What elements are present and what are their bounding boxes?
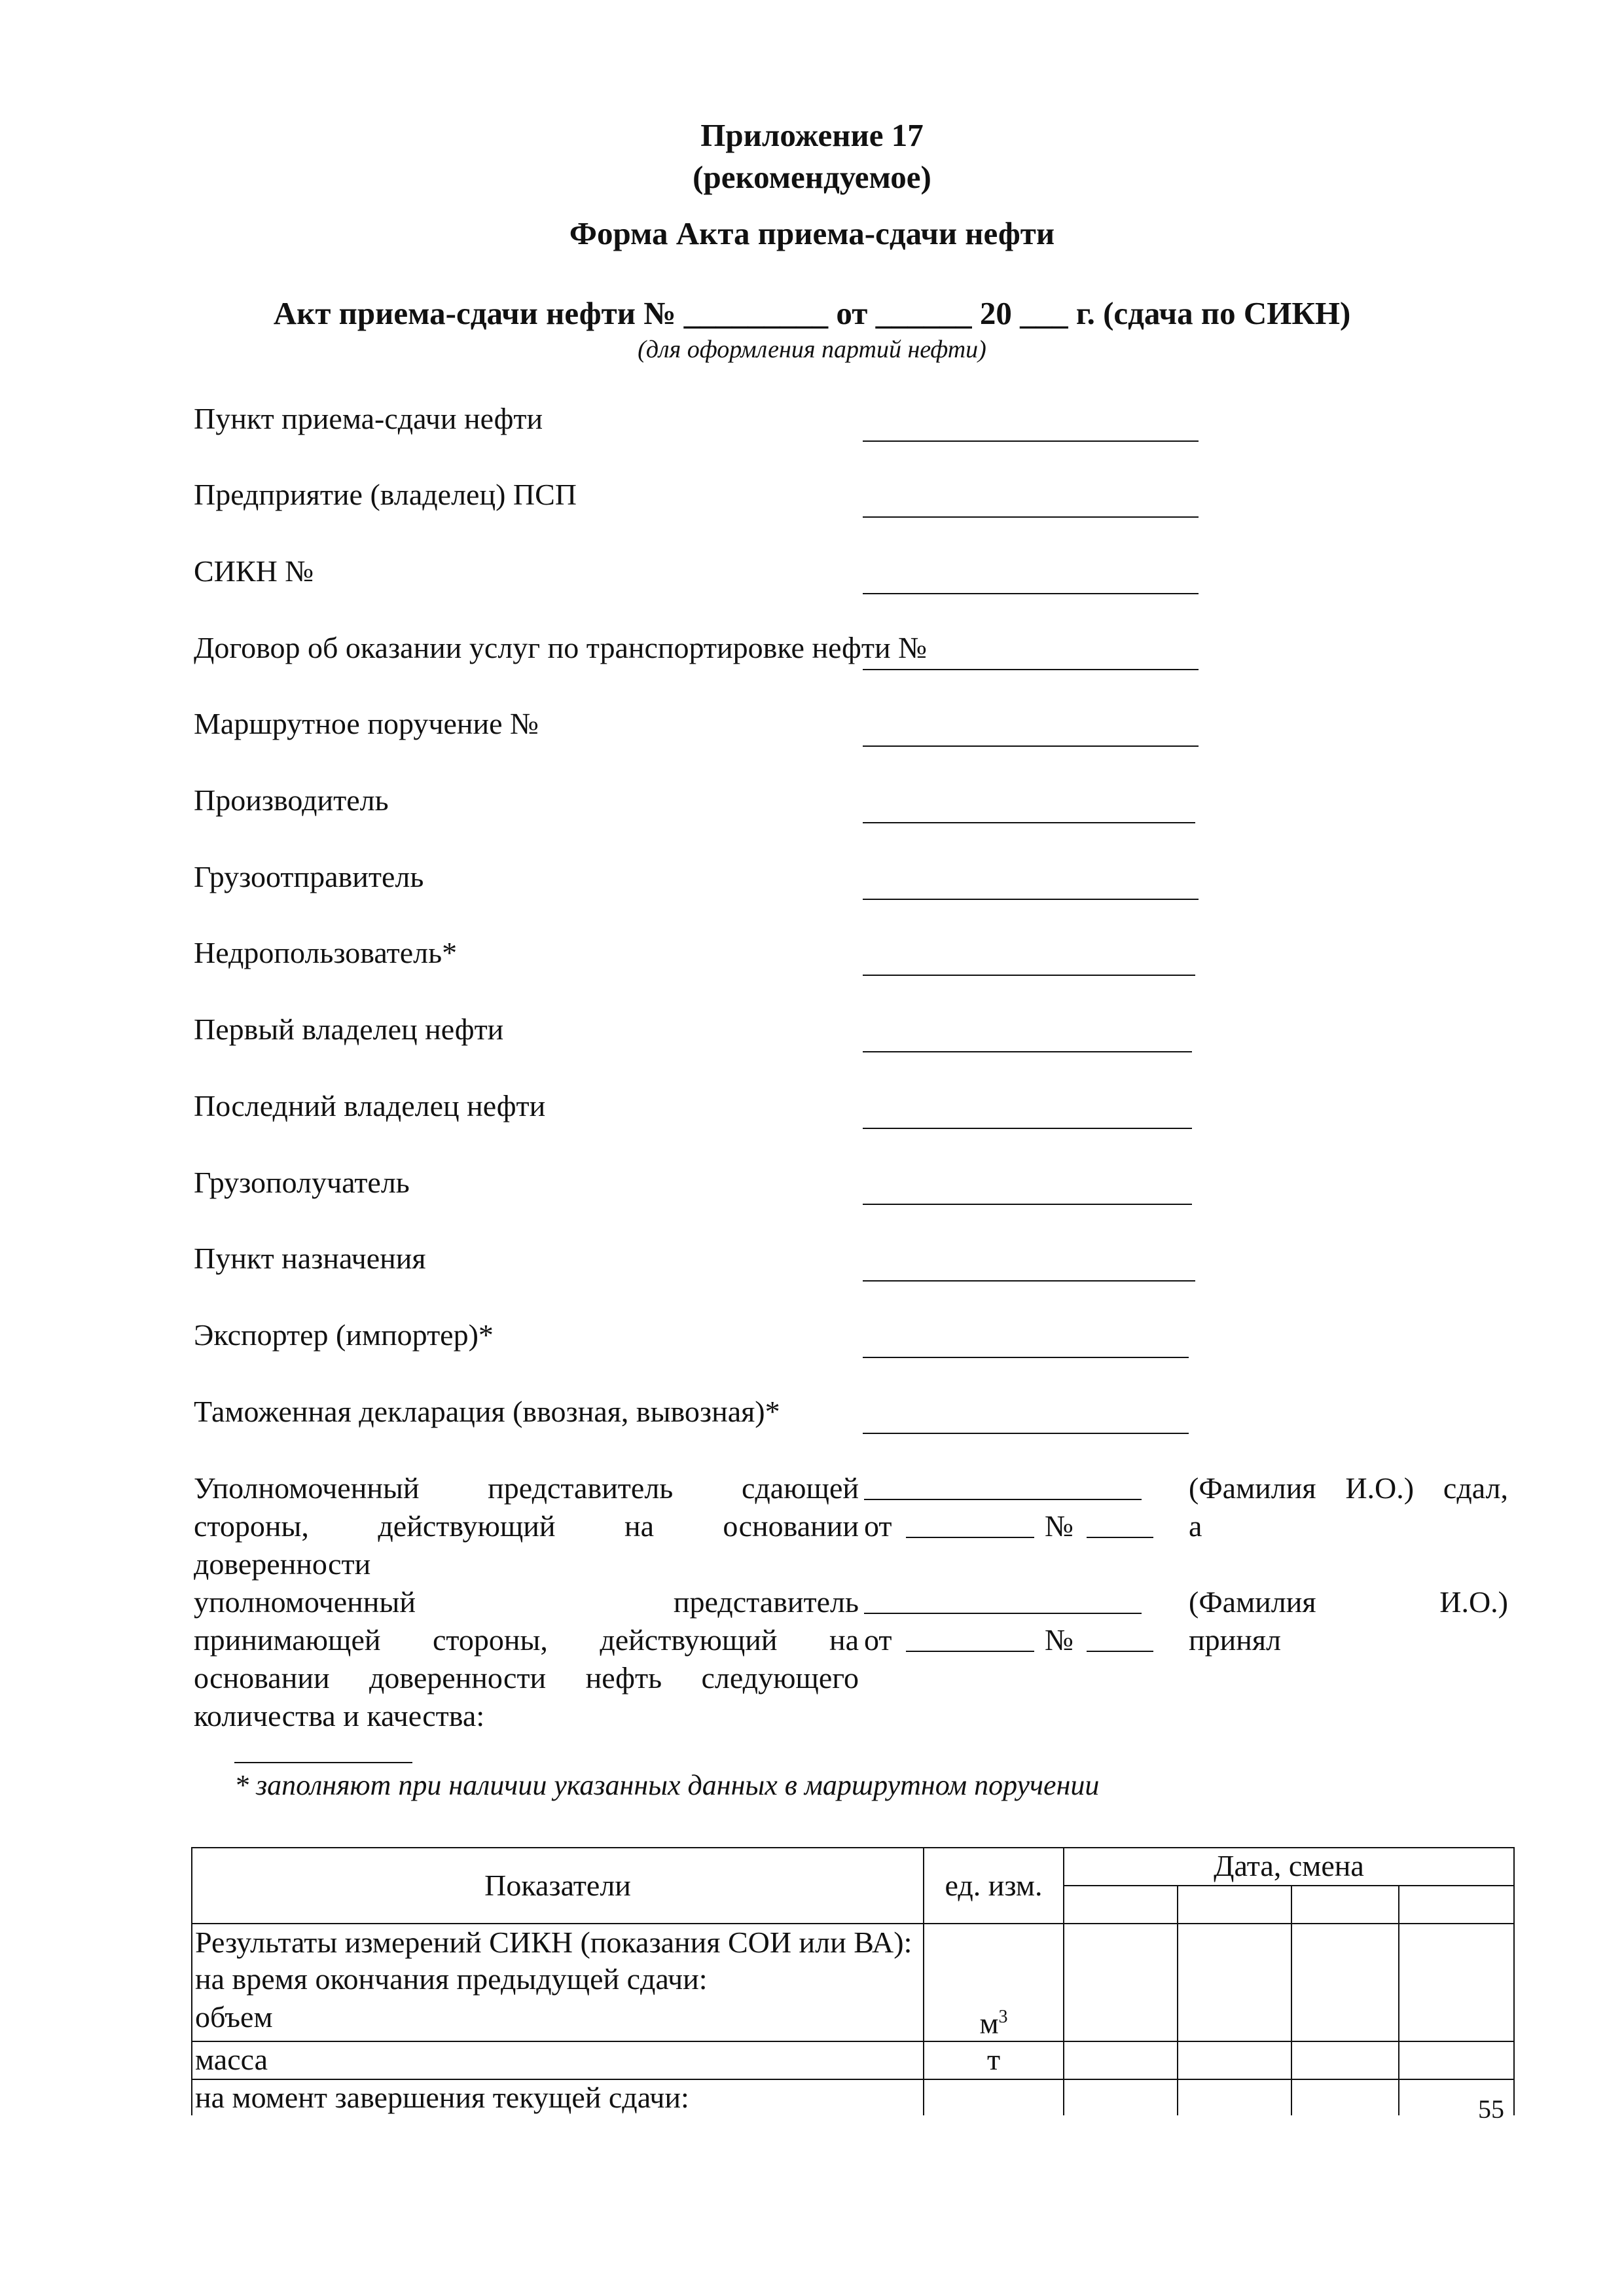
row-unit: $м^3$	[924, 2000, 1064, 2041]
row-indicator: Результаты измерений СИКН (показания СОИ или ВА): на время окончания предыдущей сдачи:	[192, 1924, 924, 2000]
receiver-date-line[interactable]	[906, 1651, 1034, 1652]
receiver-text-line: основании доверенности нефть следующего	[194, 1661, 859, 1695]
table-header-date: Дата, смена	[1064, 1848, 1514, 1886]
field-line[interactable]	[863, 822, 1195, 823]
field-label: Пункт назначения	[194, 1242, 426, 1275]
sender-text-line: доверенности	[194, 1547, 371, 1581]
field-line[interactable]	[863, 745, 1199, 747]
field-label: Экспортер (импортер)*	[194, 1318, 494, 1352]
value-cell[interactable]	[1291, 2079, 1399, 2115]
receiver-accepted: принял	[1189, 1623, 1281, 1657]
receiver-from-label: от	[864, 1623, 892, 1657]
field-label: Договор об оказании услуг по транспортировке нефти №	[194, 631, 927, 664]
table-row	[192, 2041, 1514, 2079]
sender-fio-note: (Фамилия И.О.) сдал,	[1189, 1471, 1508, 1505]
receiver-text-line: уполномоченный представитель	[194, 1585, 859, 1619]
value-cell[interactable]	[1064, 2041, 1178, 2079]
sender-number-label: №	[1045, 1509, 1074, 1543]
date-shift-cell[interactable]	[1399, 1886, 1514, 1924]
appendix-title: Приложение 17	[700, 117, 924, 153]
field-label: Маршрутное поручение №	[194, 707, 539, 740]
field-line[interactable]	[863, 593, 1199, 594]
field-line[interactable]	[863, 669, 1199, 670]
value-cell[interactable]	[1291, 1924, 1399, 2041]
field-line[interactable]	[863, 1051, 1192, 1052]
indicators-table	[191, 1847, 1515, 2115]
value-cell[interactable]	[1291, 2041, 1399, 2079]
appendix-recommended: (рекомендуемое)	[693, 159, 931, 195]
value-cell[interactable]	[1399, 1924, 1514, 2041]
sender-name-line[interactable]	[864, 1499, 1142, 1500]
sender-number-line[interactable]	[1087, 1537, 1153, 1538]
field-line[interactable]	[863, 975, 1195, 976]
field-label: Грузоотправитель	[194, 860, 424, 893]
receiver-number-label: №	[1045, 1623, 1074, 1657]
value-cell[interactable]	[1178, 2041, 1291, 2079]
field-label: Грузополучатель	[194, 1166, 410, 1199]
page-number: 55	[1478, 2094, 1504, 2124]
footnote-separator	[234, 1762, 412, 1763]
field-line[interactable]	[863, 1280, 1195, 1282]
receiver-text-line: количества и качества:	[194, 1699, 485, 1732]
sender-suffix: а	[1189, 1509, 1202, 1543]
field-label: Предприятие (владелец) ПСП	[194, 478, 577, 511]
row-unit	[924, 1924, 1064, 2000]
sender-from-label: от	[864, 1509, 892, 1543]
receiver-name-line[interactable]	[864, 1613, 1142, 1614]
footnote: * заполняют при наличии указанных данных в маршрутном поручении	[234, 1769, 1100, 1801]
sender-date-line[interactable]	[906, 1537, 1034, 1538]
act-subtitle: (для оформления партий нефти)	[638, 336, 986, 363]
field-line[interactable]	[863, 1204, 1192, 1205]
table-row	[192, 2079, 1514, 2115]
field-label: Недропользователь*	[194, 936, 458, 969]
sender-text-line: Уполномоченный представитель сдающей	[194, 1471, 859, 1505]
field-line[interactable]	[863, 899, 1199, 900]
receiver-number-line[interactable]	[1087, 1651, 1153, 1652]
date-shift-cell[interactable]	[1064, 1886, 1178, 1924]
row-indicator: масса	[192, 2041, 924, 2079]
field-label: Пункт приема-сдачи нефти	[194, 402, 543, 435]
row-unit	[924, 2079, 1064, 2115]
field-line[interactable]	[863, 516, 1199, 518]
sender-text-line: стороны, действующий на основании	[194, 1509, 859, 1543]
field-label: Первый владелец нефти	[194, 1013, 504, 1046]
field-label: Таможенная декларация (ввозная, вывозная)*	[194, 1395, 780, 1428]
row-indicator: объем	[192, 2000, 924, 2041]
receiver-text-line: принимающей стороны, действующий на	[194, 1623, 859, 1657]
field-label: СИКН №	[194, 554, 314, 588]
field-line[interactable]	[863, 440, 1199, 442]
receiver-fio-note: (Фамилия И.О.)	[1189, 1585, 1508, 1619]
row-unit: т	[924, 2041, 1064, 2079]
table-row	[192, 1924, 1514, 2000]
field-line[interactable]	[863, 1128, 1192, 1129]
table-header-unit: ед. изм.	[924, 1848, 1064, 1924]
act-title: Акт приема-сдачи нефти № _________ от ______ 20 ___ г. (сдача по СИКН)	[273, 295, 1351, 331]
value-cell[interactable]	[1178, 2079, 1291, 2115]
value-cell[interactable]	[1178, 1924, 1291, 2041]
date-shift-cell[interactable]	[1291, 1886, 1399, 1924]
table-header-indicators: Показатели	[192, 1848, 924, 1924]
field-line[interactable]	[863, 1357, 1189, 1358]
form-title: Форма Акта приема-сдачи нефти	[569, 215, 1055, 251]
field-label: Последний владелец нефти	[194, 1089, 546, 1122]
field-line[interactable]	[863, 1433, 1189, 1434]
row-indicator: на момент завершения текущей сдачи:	[192, 2079, 924, 2115]
value-cell[interactable]	[1064, 2079, 1178, 2115]
value-cell[interactable]	[1064, 1924, 1178, 2041]
date-shift-cell[interactable]	[1178, 1886, 1291, 1924]
field-label: Производитель	[194, 783, 389, 817]
value-cell[interactable]	[1399, 2041, 1514, 2079]
